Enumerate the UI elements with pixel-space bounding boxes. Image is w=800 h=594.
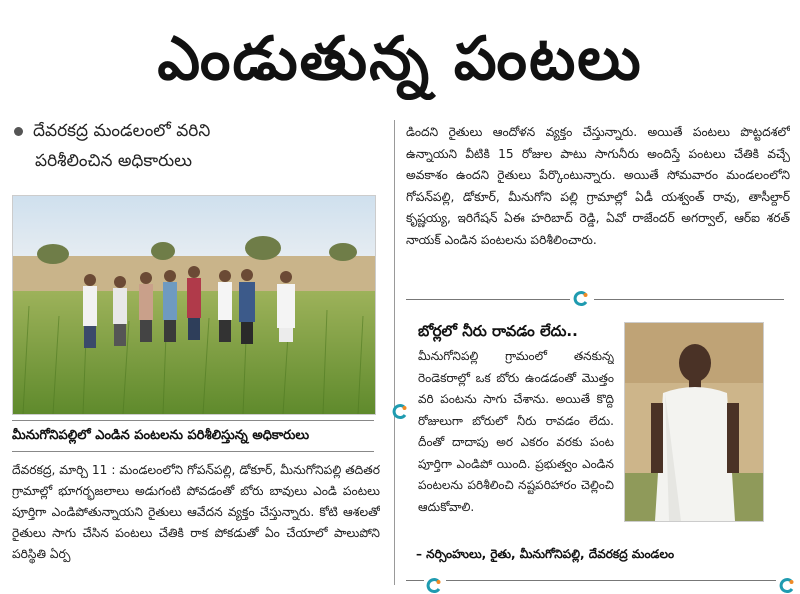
subheading-line-2: పరిశీలించిన అధికారులు [35, 151, 193, 171]
field-photo-graphic [13, 196, 375, 414]
photo-farmer [624, 322, 764, 522]
bullet-icon [14, 127, 23, 136]
newspaper-logo-icon [426, 578, 442, 594]
section-rule-right [594, 299, 784, 300]
footer-rule-right [446, 580, 776, 581]
newspaper-logo-icon [392, 404, 408, 420]
subheading-line-1: దేవరకద్ర మండలంలో వరిని [33, 121, 211, 141]
newspaper-logo-icon [779, 578, 795, 594]
newspaper-logo-icon [573, 291, 589, 307]
sidebar-title: బోర్లలో నీరు రావడం లేదు.. [418, 322, 578, 340]
column-divider [394, 120, 395, 585]
subheading [14, 116, 384, 176]
farmer-photo-graphic [625, 323, 763, 521]
sidebar-quote-body: మీనుగోనిపల్లి గ్రామంలో తనకున్న రెండెకరాల్లో ఒక బోరు ఉండడంతో మొత్తం వరి పంటను సాగు చేశాను. అయితే కొద్ది రోజులుగా బోరులో నీరు రావడం లేదు. దీంతో దాదాపు అర ఎకరం వరకు పంట పూర్తిగా ఎండిపో యింది. ప్రభుత్వం ఎండిన పంటలను పరిశీలించి నష్టపరిహారం చెల్లించి ఆదుకోవాలి. [418, 349, 614, 514]
photo-officials-in-field [12, 195, 376, 415]
footer-rule-left [406, 580, 424, 581]
article-body-right: డిందని రైతులు ఆందోళన వ్యక్తం చేస్తున్నారు. అయితే పంటలు పొట్టదశలో ఉన్నాయని వీటికి 15 రోజుల పాటు సాగునీరు అందిస్తే పంటలు చేతికి వచ్చే అవకాశం ఉందని రైతులు పేర్కొంటున్నారు. అయితే సోమవారం మండలంలోని గోపన్‌పల్లి, డోకూర్, మీనుగోని పల్లి గ్రామాల్లో ఏడీ యశ్వంత్ రావు, తాసీల్దార్ కృష్ణయ్య, ఇరిగేషన్ ఏఈ హరిబాద్ రెడ్డి, ఏవో రాజేందర్ అగర్వాల్, ఆర్‌ఐ శరత్ నాయక్ ఎండిన పంటలను పరిశీలించారు. [406, 125, 790, 247]
headline: ఎండుతున్న పంటలు [157, 24, 643, 94]
quote-signature: – నర్సింహులు, రైతు, మీనుగోనిపల్లి, దేవరకద్ర మండలం [416, 547, 675, 561]
section-rule-left [406, 299, 570, 300]
article-body-left: దేవరకద్ర, మార్చి 11 : మండలంలోని గోపన్‌పల్లి, డోకూర్, మీనుగోనిపల్లి తదితర గ్రామాల్లో భూగర్భజలాలు అడుగంటి పోవడంతో బోరు బావులు ఎండి పంటలు పూర్తిగా ఎండిపోతున్నాయని రైతులు ఆవేదన వ్యక్తం చేస్తున్నారు. కోటి ఆశలతో రైతులు సాగు చేసిన పంటలు చేతికి రాక పోకడుతో ఏం చేయాలో పాలుపోని పరిస్థితి ఏర్ప [12, 463, 380, 561]
photo-caption: మీనుగోనిపల్లిలో ఎండిన పంటలను పరిశీలిస్తున్న అధికారులు [12, 420, 374, 452]
